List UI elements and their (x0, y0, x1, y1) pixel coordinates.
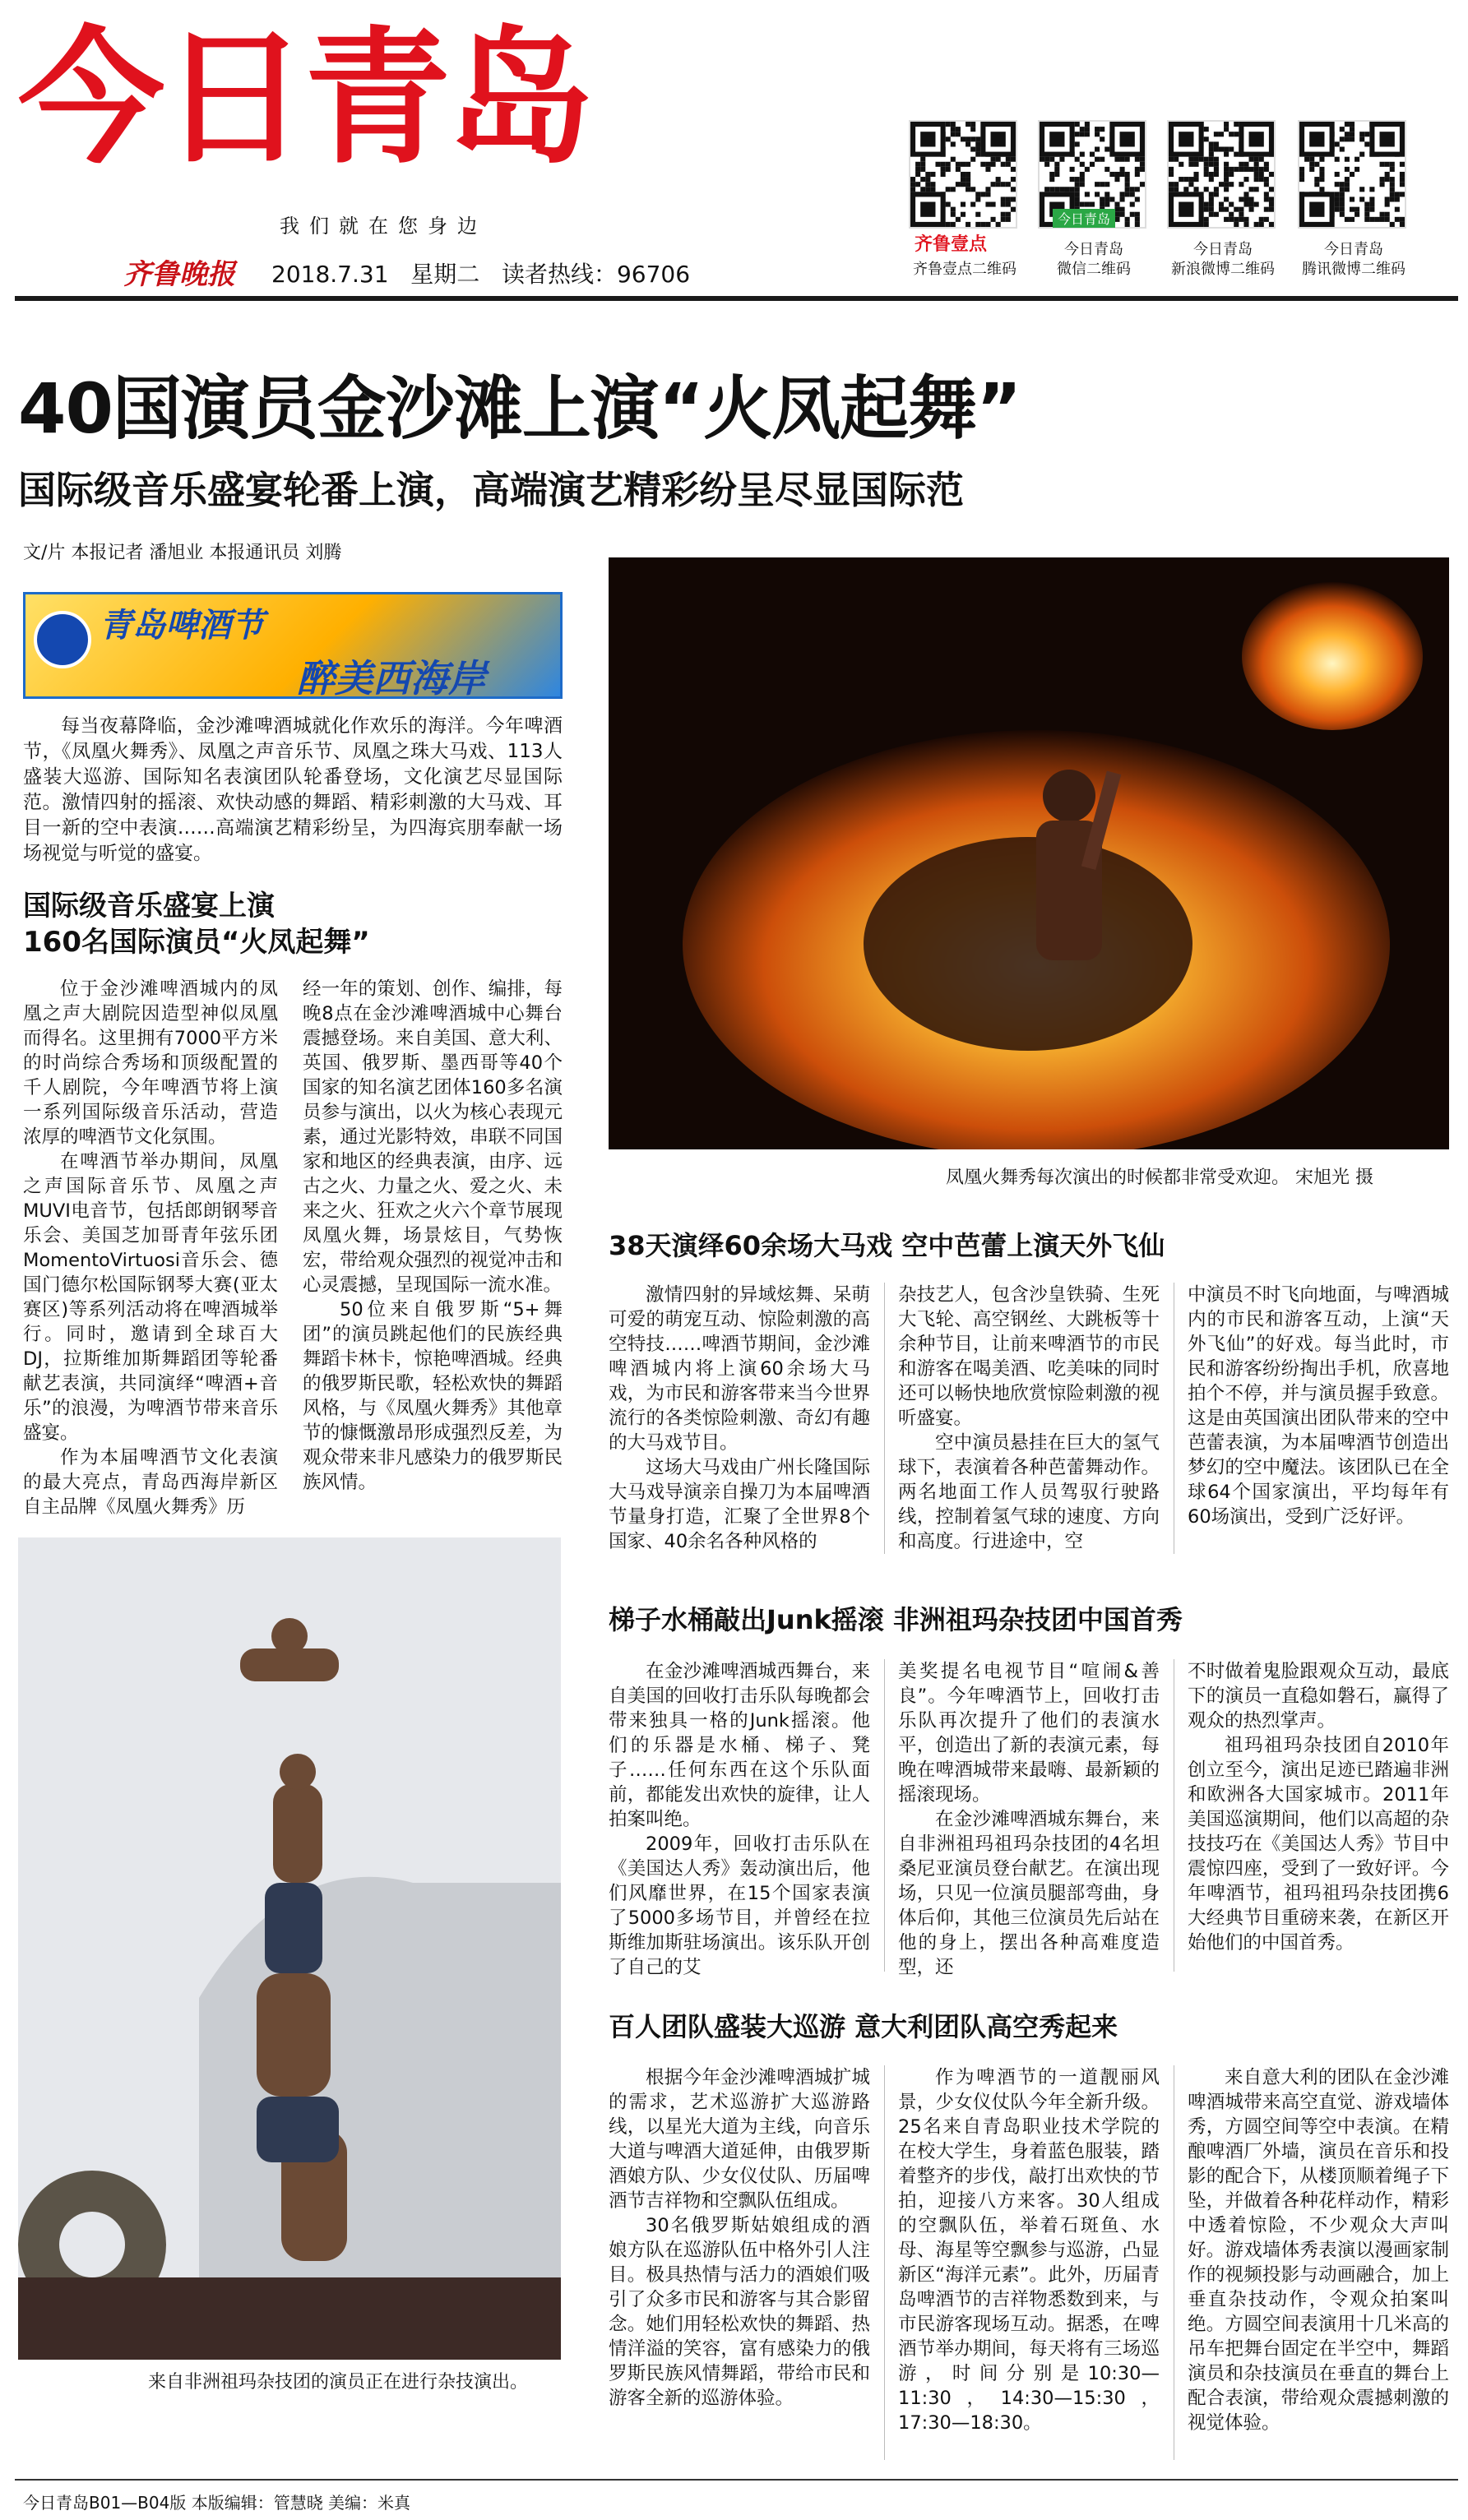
section-3-column-3 (1188, 1659, 1449, 1955)
lede-paragraph: 每当夜幕降临，金沙滩啤酒城就化作欢乐的海洋。今年啤酒节，《凤凰火舞秀》、凤凰之声音乐节、凤凰之珠大马戏、113人盛装大巡游、国际知名表演团队轮番登场，文化演艺尽显国际范。激情四射的摇滚、欢快动感的舞蹈、精彩刺激的大马戏、耳目一新的空中表演……高端演艺精彩纷呈，为四海宾朋奉献一场场视觉与听觉的盛宴。 (23, 715, 563, 864)
paragraph: 激情四射的异域炫舞、呆萌可爱的萌宠互动、惊险刺激的高空特技……啤酒节期间，金沙滩啤酒城内将上演60余场大马戏，为市民和游客带来当今世界流行的各类惊险刺激、奇幻有趣的大马戏节目。 (609, 1284, 870, 1454)
page-footer: 今日青岛B01—B04版 本版编辑：管慧晓 美编：米真 (23, 2493, 411, 2513)
section-4-column-1 (609, 2065, 870, 2411)
qr-caption-sina: 今日青岛 新浪微博二维码 (1171, 241, 1275, 278)
paragraph: 在金沙滩啤酒城东舞台，来自非洲祖玛祖玛杂技团的4名坦桑尼亚演员登台献艺。在演出现场，只见一位演员腿部弯曲，身体后仰，其他三位演员先后站在他的身上，摆出各种高难度造型，还 (898, 1809, 1160, 1978)
reader-hotline: 读者热线：96706 (501, 261, 691, 288)
section-1-title-line-1: 国际级音乐盛宴上演 (23, 890, 275, 922)
paragraph: 这场大马戏由广州长隆国际大马戏导演亲自操刀为本届啤酒节量身打造，汇聚了全世界8个国家、40余名各种风格的 (609, 1457, 870, 1552)
paragraph: 祖玛祖玛杂技团自2010年创立至今，演出足迹已踏遍非洲和欧洲各大国家城市。2011年美国巡演期间，他们以高超的杂技技巧在《美国达人秀》节目中震惊四座，受到了一致好评。今年啤酒节，祖玛祖玛杂技团携6大经典节目重磅来袭，在新区开始他们的中国首秀。 (1188, 1735, 1449, 1954)
banner-slogan: 醉美西海岸 (297, 656, 486, 701)
section-2-column-1 (609, 1283, 870, 1554)
paragraph: 在啤酒节举办期间，凤凰之声国际音乐节、凤凰之声MUVI电音节，包括郎朗钢琴音乐会、美国芝加哥青年弦乐团MomentoVirtuosi音乐会、德国门德尔松国际钢琴大赛(亚太赛区)等系列活动将在啤酒城举行。同时，邀请到全球百大DJ，拉斯维加斯舞蹈团等轮番献艺表演，共同演绎“啤酒+音乐”的浪漫，为啤酒节带来音乐盛宴。 (23, 1151, 278, 1444)
byline: 文/片 本报记者 潘旭业 本报通讯员 刘腾 (23, 543, 342, 563)
acrobat-photo-caption: 来自非洲祖玛杂技团的演员正在进行杂技演出。 (148, 2372, 529, 2393)
column-divider (884, 1283, 885, 1554)
qr-code-sina[interactable] (1167, 120, 1276, 229)
section-2-column-2 (898, 1283, 1160, 1554)
beer-badge-icon (34, 611, 91, 668)
paragraph: 位于金沙滩啤酒城内的凤凰之声大剧院因造型神似凤凰而得名。这里拥有7000平方米的时尚综合秀场和顶级配置的千人剧院，今年啤酒节将上演一系列国际级音乐活动，营造浓厚的啤酒节文化氛围。 (23, 978, 278, 1148)
section-4-column-3 (1188, 2065, 1449, 2435)
qr-brand-wechat: 今日青岛 (1053, 209, 1115, 228)
column-divider (884, 2065, 885, 2460)
paragraph: 不时做着鬼脸跟观众互动，最底下的演员一直稳如磐石，赢得了观众的热烈掌声。 (1188, 1661, 1449, 1732)
qr-icon (1299, 122, 1405, 227)
qr-caption-tencent: 今日青岛 腾讯微博二维码 (1302, 241, 1405, 278)
qr-icon (910, 122, 1016, 227)
column-divider (884, 1659, 885, 1972)
paragraph: 中演员不时飞向地面，与啤酒城内的市民和游客互动，上演“天外飞仙”的好戏。每当此时，市民和游客纷纷掏出手机，欣喜地拍个不停，并与演员握手致意。这是由英国演出团队带来的空中芭蕾表演，为本届啤酒节创造出梦幻的空中魔法。该团队已在全球64个国家演出，平均每年有60场演出，受到广泛好评。 (1188, 1284, 1449, 1528)
paragraph: 2009年，回收打击乐队在《美国达人秀》轰动演出后，他们风靡世界，在15个国家表演了5000多场节目，并曾经在拉斯维加斯驻场演出。该乐队开创了自己的艾 (609, 1833, 870, 1978)
qr-code-qilu[interactable] (909, 120, 1017, 229)
section-3-column-1 (609, 1659, 870, 1980)
masthead-logo: 今日青岛 (18, 13, 590, 183)
beer-festival-banner (23, 592, 563, 699)
issue-weekday: 星期二 (410, 261, 480, 288)
newspaper-brand: 齐鲁晚报 (123, 258, 235, 291)
paragraph: 作为本届啤酒节文化表演的最大亮点，青岛西海岸新区自主品牌《凤凰火舞秀》历 (23, 1447, 278, 1518)
fire-dance-photo (609, 557, 1449, 1149)
masthead-rule (15, 296, 1458, 301)
section-3-column-2 (898, 1659, 1160, 1980)
masthead-slogan: 我们就在您身边 (280, 215, 487, 238)
qr-caption-wechat: 今日青岛 微信二维码 (1057, 241, 1131, 278)
paragraph: 30名俄罗斯姑娘组成的酒娘方队在巡游队伍中格外引人注目。极具热情与活力的酒娘们吸引了众多市民和游客与其合影留念。她们用轻松欢快的舞蹈、热情洋溢的笑容，富有感染力的俄罗斯民族风情舞蹈，带给市民和游客全新的巡游体验。 (609, 2215, 870, 2409)
paragraph: 杂技艺人，包含沙皇铁骑、生死大飞轮、高空钢丝、大跳板等十余种节目，让前来啤酒节的市民和游客在喝美酒、吃美味的同时还可以畅快地欣赏惊险刺激的视听盛宴。 (898, 1284, 1160, 1429)
section-4-column-2 (898, 2065, 1160, 2435)
section-2-title: 38天演绎60余场大马戏 空中芭蕾上演天外飞仙 (609, 1230, 1165, 1261)
qr-icon (1169, 122, 1274, 227)
section-1-column-1 (23, 977, 278, 1519)
paragraph: 作为啤酒节的一道靓丽风景，少女仪仗队今年全新升级。25名来自青岛职业技术学院的在校大学生，身着蓝色服装，踏着整齐的步伐，敲打出欢快的节拍，迎接八方来客。30人组成的空飘队伍，举着石斑鱼、水母、海星等空飘参与巡游，凸显新区“海洋元素”。此外，历届青岛啤酒节的吉祥物悉数到来，与市民游客现场互动。据悉，在啤酒节举办期间，每天将有三场巡游，时间分别是10:30—11:30，14:30—15:30，17:30—18:30。 (898, 2067, 1160, 2434)
fire-dance-illustration (609, 557, 1449, 1149)
paragraph: 美奖提名电视节目“喧闹&善良”。今年啤酒节上，回收打击乐队再次提升了他们的表演水平，创造出了新的表演元素，每晚在啤酒城带来最嗨、最新颖的摇滚现场。 (898, 1661, 1160, 1806)
headline: 40国演员金沙滩上演“火凤起舞” (18, 368, 1021, 449)
article-lede (23, 714, 563, 867)
paragraph: 空中演员悬挂在巨大的氢气球下，表演着各种芭蕾舞动作。两名地面工作人员驾驭行驶路线，控制着氢气球的速度、方向和高度。行进途中，空 (898, 1432, 1160, 1552)
section-2-column-3 (1188, 1283, 1449, 1529)
acrobat-illustration (18, 1537, 561, 2360)
section-1-title (23, 888, 563, 960)
footer-rule (15, 2479, 1458, 2481)
qr-brand-qilu: 齐鲁壹点 (915, 234, 988, 255)
banner-title: 青岛啤酒节 (100, 606, 264, 645)
qr-code-tencent[interactable] (1298, 120, 1406, 229)
issue-date: 2018.7.31 (271, 261, 389, 288)
paragraph: 根据今年金沙滩啤酒城扩城的需求，艺术巡游扩大巡游路线，以星光大道为主线，向音乐大道与啤酒大道延伸，由俄罗斯酒娘方队、少女仪仗队、历届啤酒节吉祥物和空飘队伍组成。 (609, 2067, 870, 2212)
qr-caption-qilu: 齐鲁壹点二维码 (913, 261, 1016, 278)
section-1-title-line-2: 160名国际演员“火凤起舞” (23, 926, 370, 959)
section-1-column-2 (303, 977, 563, 1495)
paragraph: 50位来自俄罗斯“5+舞团”的演员跳起他们的民族经典舞蹈卡林卡，惊艳啤酒城。经典的俄罗斯民歌，轻松欢快的舞蹈风格，与《凤凰火舞秀》其他章节的慷慨激昂形成强烈反差，为观众带来非凡感染力的俄罗斯民族风情。 (303, 1299, 563, 1493)
section-3-title: 梯子水桶敲出Junk摇滚 非洲祖玛杂技团中国首秀 (609, 1604, 1183, 1635)
dateline (271, 257, 690, 289)
paragraph: 来自意大利的团队在金沙滩啤酒城带来高空直觉、游戏墙体秀，方圆空间等空中表演。在精酿啤酒厂外墙，演员在音乐和投影的配合下，从楼顶顺着绳子下坠，并做着各种花样动作，精彩中透着惊险，不少观众大声叫好。游戏墙体秀表演以漫画家制作的视频投影与动画融合，加上垂直杂技动作，令观众拍案叫绝。方圆空间表演用十几米高的吊车把舞台固定在半空中，舞蹈演员和杂技演员在垂直的舞台上配合表演，带给观众震撼刺激的视觉体验。 (1188, 2067, 1449, 2434)
fire-photo-caption: 凤凰火舞秀每次演出的时候都非常受欢迎。 宋旭光 摄 (946, 1168, 1373, 1188)
acrobat-photo (18, 1537, 561, 2360)
section-4-title: 百人团队盛装大巡游 意大利团队高空秀起来 (609, 2011, 1118, 2042)
paragraph: 在金沙滩啤酒城西舞台，来自美国的回收打击乐队每晚都会带来独具一格的Junk摇滚。他们的乐器是水桶、梯子、凳子……任何东西在这个乐队面前，都能发出欢快的旋律，让人拍案叫绝。 (609, 1661, 870, 1830)
paragraph: 经一年的策划、创作、编排，每晚8点在金沙滩啤酒城中心舞台震撼登场。来自美国、意大利、英国、俄罗斯、墨西哥等40个国家的知名演艺团体160多名演员参与演出，以火为核心表现元素，通过光影特效，串联不同国家和地区的经典表演，由序、远古之火、力量之火、爱之火、未来之火、狂欢之火六个章节展现凤凰火舞，场景炫目，气势恢宏，带给观众强烈的视觉冲击和心灵震撼，呈现国际一流水准。 (303, 978, 563, 1296)
subheadline: 国际级音乐盛宴轮番上演，高端演艺精彩纷呈尽显国际范 (18, 468, 964, 512)
